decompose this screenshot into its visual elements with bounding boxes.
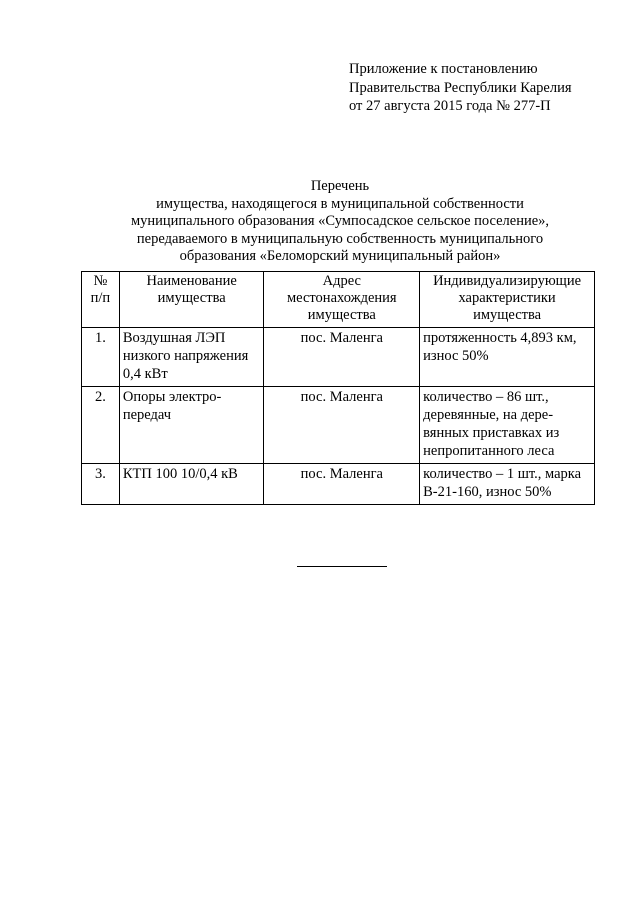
row-number: 2. <box>82 387 120 464</box>
header-characteristics <box>420 272 595 328</box>
header-line: Адрес <box>322 273 361 289</box>
cell-line: передач <box>122 407 172 423</box>
appendix-line: от 27 августа 2015 года № 277-П <box>349 98 551 114</box>
property-characteristics <box>420 387 595 464</box>
header-line: имущества <box>157 290 226 306</box>
property-address: пос. Маленга <box>264 387 420 464</box>
cell-line: Воздушная ЛЭП <box>122 330 226 346</box>
title-line: имущества, находящегося в муниципальной собственности <box>156 195 524 212</box>
title-line: передаваемого в муниципальную собственность муниципального <box>136 230 544 247</box>
cell-line: непропитанного леса <box>423 443 555 459</box>
title-line: образования «Беломорский муниципальный район» <box>179 248 501 264</box>
cell-line: КТП 100 10/0,4 кВ <box>122 466 238 482</box>
cell-line: количество – 1 шт., марка <box>423 466 582 482</box>
cell-line: В-21-160, износ 50% <box>423 484 552 500</box>
appendix-line: Приложение к постановлению <box>349 61 538 77</box>
property-name <box>119 387 264 464</box>
cell-line: протяженность 4,893 км, <box>423 330 577 346</box>
cell-line: деревянные, на дере- <box>423 407 554 423</box>
cell-line: количество – 86 шт., <box>423 389 549 405</box>
cell-line: Опоры электро- <box>122 389 222 405</box>
property-characteristics <box>420 328 595 387</box>
property-name <box>119 328 264 387</box>
property-table <box>81 271 595 505</box>
header-line: характеристики <box>458 290 556 306</box>
header-name <box>119 272 264 328</box>
cell-line: низкого напряжения <box>122 348 249 364</box>
document-title <box>80 178 600 266</box>
end-divider <box>297 566 387 567</box>
table-row <box>82 464 595 505</box>
header-address <box>264 272 420 328</box>
cell-line: 0,4 кВт <box>122 366 168 382</box>
header-line: № <box>93 273 108 289</box>
property-address: пос. Маленга <box>264 328 420 387</box>
appendix-note <box>349 60 619 116</box>
title-heading: Перечень <box>310 178 370 194</box>
header-line: п/п <box>90 290 111 306</box>
row-number: 3. <box>82 464 120 505</box>
cell-line: вянных приставках из <box>423 425 560 441</box>
title-line: муниципального образования «Сумпосадское сельское поселение», <box>130 213 550 229</box>
header-line: местонахождения <box>287 290 397 306</box>
row-number: 1. <box>82 328 120 387</box>
header-line: имущества <box>473 307 542 323</box>
property-name <box>119 464 264 505</box>
table-header-row <box>82 272 595 328</box>
table-row <box>82 387 595 464</box>
appendix-line: Правительства Республики Карелия <box>349 79 572 96</box>
table-row <box>82 328 595 387</box>
property-address: пос. Маленга <box>264 464 420 505</box>
header-line: Индивидуализирующие <box>433 273 582 289</box>
header-line: имущества <box>307 307 376 323</box>
header-line: Наименование <box>146 273 237 289</box>
header-number <box>82 272 120 328</box>
cell-line: износ 50% <box>423 348 489 364</box>
property-characteristics <box>420 464 595 505</box>
